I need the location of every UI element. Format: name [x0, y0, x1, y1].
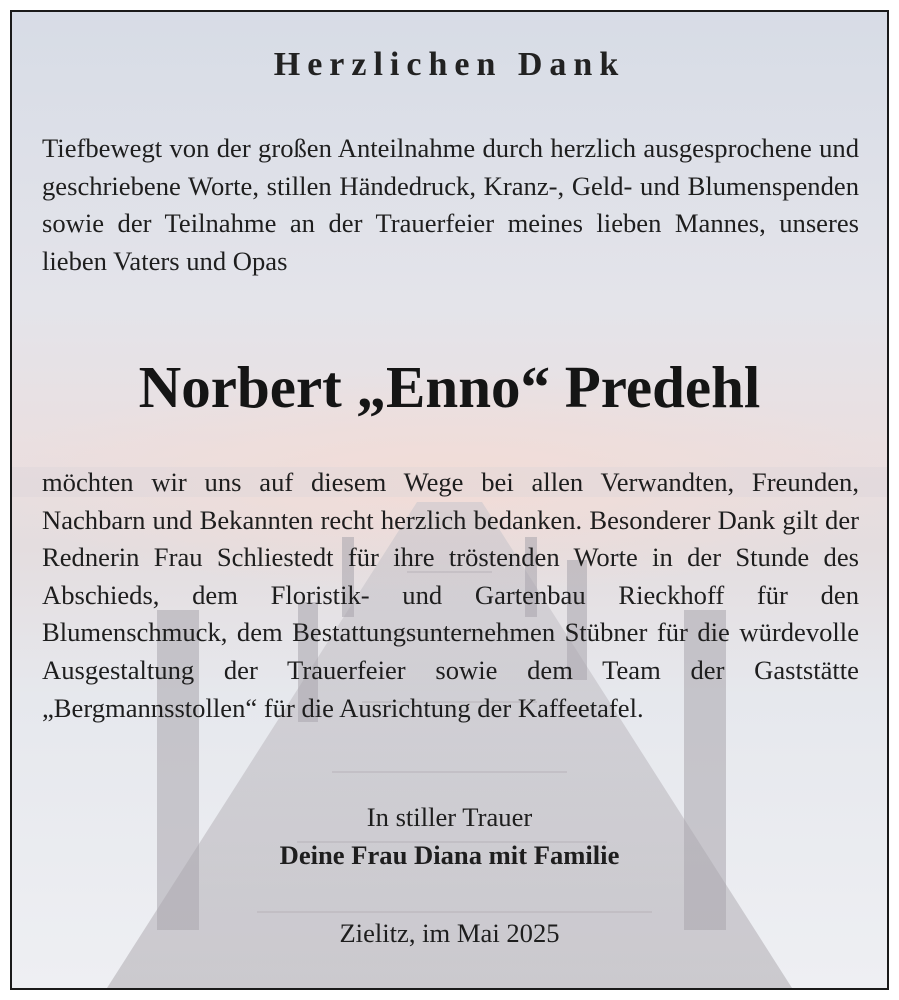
- signature: Deine Frau Diana mit Familie: [279, 840, 620, 870]
- intro-paragraph: Tiefbewegt von der großen Anteilnahme durch herzlich ausgesprochene und geschriebene Worte, stillen Händedruck, Kranz-, Geld- und Blumenspenden sowie der Teilnahme an der Trauerfeier meines lieben Mannes, unseres lieben Vaters und Opas: [42, 133, 859, 276]
- place-date: Zielitz, im Mai 2025: [339, 918, 560, 948]
- closing-line: In stiller Trauer: [366, 802, 533, 832]
- obituary-content: [12, 12, 887, 988]
- thanks-paragraph: möchten wir uns auf diesem Wege bei allen Verwandten, Freunden, Nachbarn und Bekannten recht herzlich bedanken. Besonderer Dank gilt der Rednerin Frau Schliestedt für ihre tröstenden Worte in der Stunde des Abschieds, dem Floristik- und Gartenbau Rieckhoff für den Blumenschmuck, dem Bestattungsunternehmen Stübner für die würdevolle Ausgestaltung der Trauerfeier sowie dem Team der Gaststätte „Bergmannsstollen“ für die Ausrichtung der Kaffeetafel.: [42, 467, 859, 723]
- obituary-card: [10, 10, 889, 990]
- deceased-name: Norbert „Enno“ Predehl: [138, 354, 761, 420]
- heading: Herzlichen Dank: [273, 46, 626, 83]
